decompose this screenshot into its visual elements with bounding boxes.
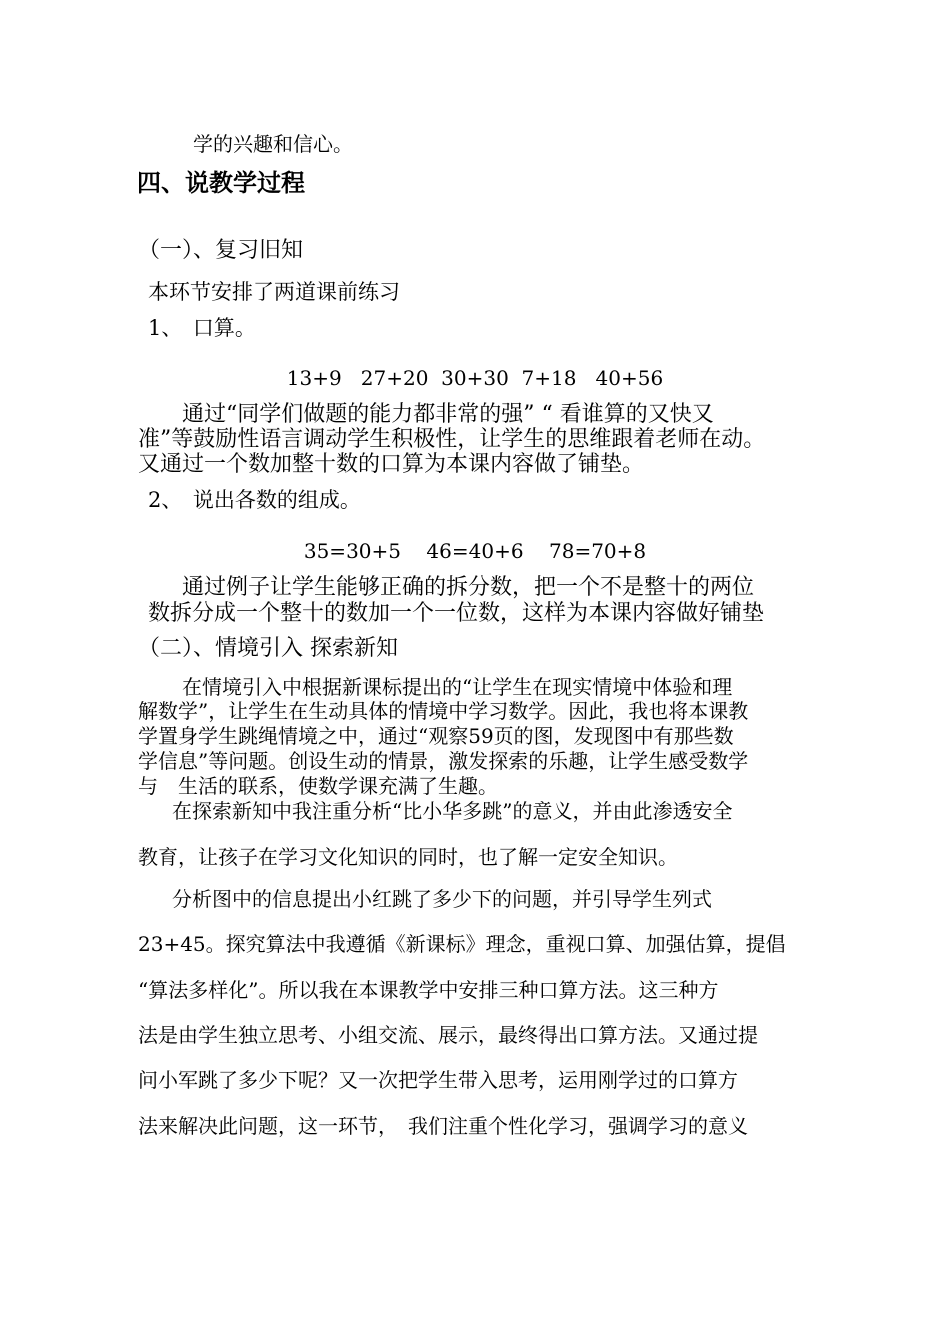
paragraph-line: 学信息”等问题。创设生动的情景，激发探索的乐趣，让学生感受数学 (138, 749, 749, 773)
paragraph-line: “算法多样化”。所以我在本课教学中安排三种口算方法。这三种方 (138, 978, 719, 1002)
paragraph-line: 与 生活的联系，使数学课充满了生趣。 (138, 774, 498, 798)
paragraph-line: 23+45。探究算法中我遵循《新课标》理念，重视口算、加强估算，提倡 (138, 932, 786, 956)
section-heading: 四、说教学过程 (137, 168, 305, 197)
subsection-heading: （二）、情境引入 探索新知 (138, 636, 398, 661)
paragraph-line: 教育，让孩子在学习文化知识的同时，也了解一定安全知识。 (138, 845, 678, 869)
paragraph-line: 在情境引入中根据新课标提出的“让学生在现实情境中体验和理 (182, 675, 733, 699)
paragraph-line: 法来解决此问题，这一环节， 我们注重个性化学习，强调学习的意义 (138, 1114, 748, 1138)
paragraph-line: 法是由学生独立思考、小组交流、展示，最终得出口算方法。又通过提 (138, 1023, 758, 1047)
subsection-heading: （一）、复习旧知 (138, 238, 304, 263)
paragraph-line: 分析图中的信息提出小红跳了多少下的问题，并引导学生列式 (172, 887, 712, 911)
paragraph-line: 通过例子让学生能够正确的拆分数，把一个不是整十的两位 (182, 575, 755, 600)
paragraph-line: 学的兴趣和信心。 (193, 132, 353, 156)
list-item: 1、 口算。 (148, 316, 256, 340)
paragraph-line: 问小军跳了多少下呢？又一次把学生带入思考，运用刚学过的口算方 (138, 1068, 738, 1092)
paragraph-line: 准”等鼓励性语言调动学生积极性，让学生的思维跟着老师在动。 (138, 427, 766, 452)
paragraph-line: 又通过一个数加整十数的口算为本课内容做了铺垫。 (138, 452, 645, 477)
paragraph-line: 解数学”，让学生在生动具体的情境中学习数学。因此，我也将本课教 (138, 699, 749, 723)
paragraph-line: 学置身学生跳绳情境之中，通过“观察59页的图，发现图中有那些数 (138, 724, 734, 748)
math-expression-line: 13+9 27+20 30+30 7+18 40+56 (286, 366, 664, 390)
paragraph-line: 通过“同学们做题的能力都非常的强” “ 看谁算的又快又 (182, 402, 714, 427)
list-item: 2、 说出各数的组成。 (148, 488, 361, 512)
paragraph-line: 本环节安排了两道课前练习 (148, 280, 400, 304)
paragraph-line: 数拆分成一个整十的数加一个一位数，这样为本课内容做好铺垫 (148, 601, 765, 626)
math-expression-line: 35=30+5 46=40+6 78=70+8 (303, 539, 647, 563)
paragraph-line: 在探索新知中我注重分析“比小华多跳”的意义，并由此渗透安全 (172, 799, 733, 823)
